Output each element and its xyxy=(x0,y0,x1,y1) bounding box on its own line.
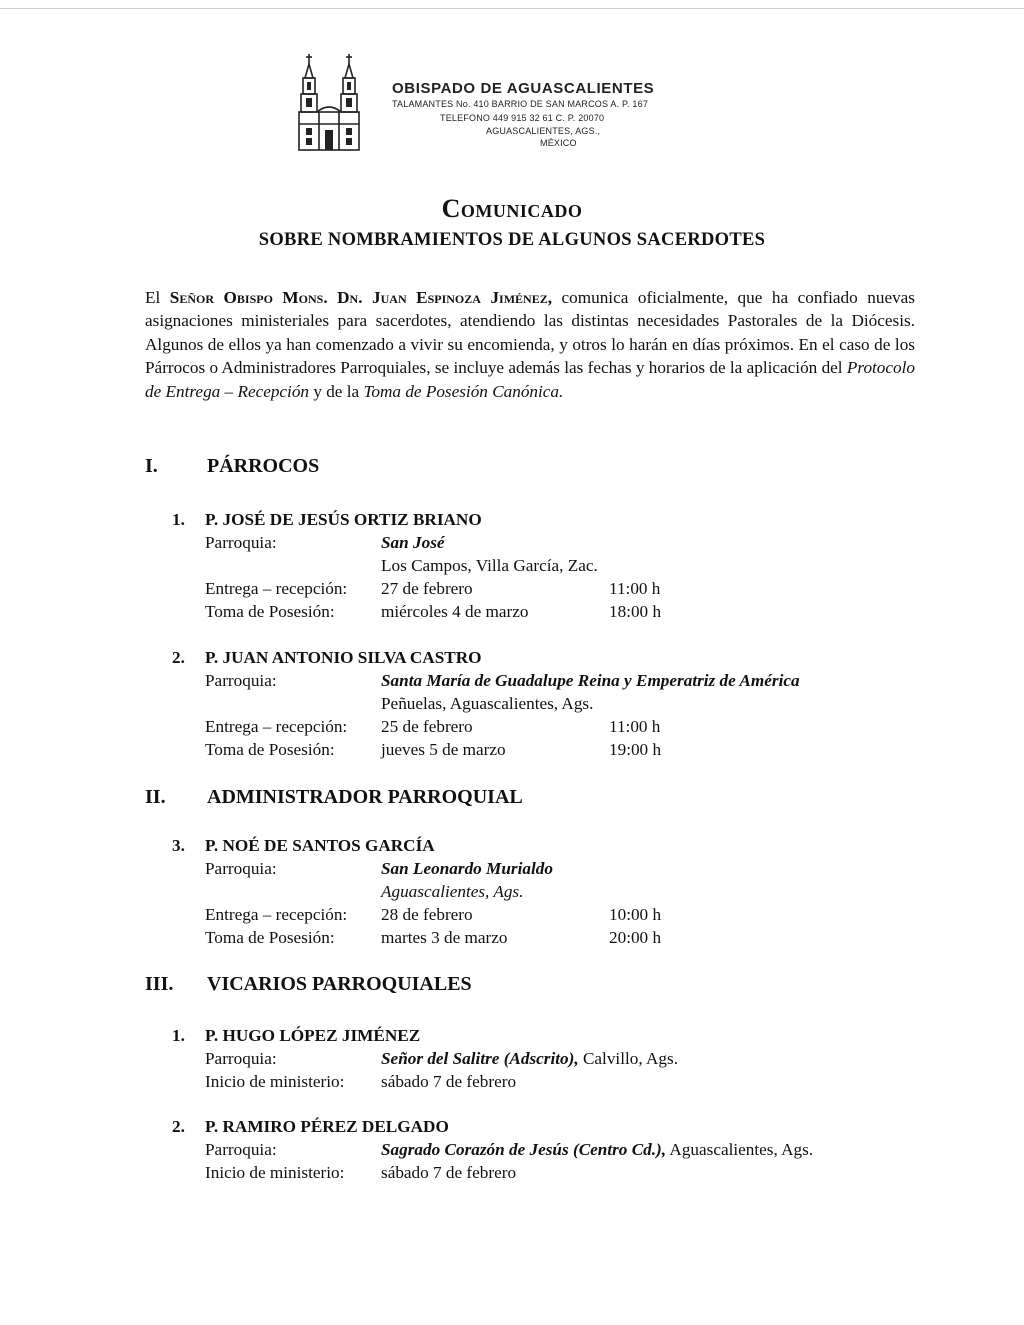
parish-location: Los Campos, Villa García, Zac. xyxy=(381,556,598,575)
entry-number: 1. xyxy=(172,510,185,529)
section-number: II. xyxy=(145,786,166,808)
toma-date: martes 3 de marzo xyxy=(381,928,508,947)
entry-number: 2. xyxy=(172,1117,185,1136)
entrega-label: Entrega – recepción: xyxy=(205,905,348,924)
parish-location: Aguascalientes, Ags. xyxy=(666,1140,814,1159)
parish-name: Sagrado Corazón de Jesús (Centro Cd.), xyxy=(381,1140,667,1159)
toma-posesion-name: Toma de Posesión Canónica. xyxy=(363,381,564,401)
section-administrador xyxy=(145,786,523,809)
letterhead-phone: TELEFONO 449 915 32 61 C. P. 20070 xyxy=(440,113,605,123)
section-number: I. xyxy=(145,455,158,477)
toma-time: 18:00 h xyxy=(609,602,662,621)
priest-name: P. JUAN ANTONIO SILVA CASTRO xyxy=(205,648,482,667)
section-parrocos xyxy=(145,455,319,478)
toma-label: Toma de Posesión: xyxy=(205,602,335,621)
priest-name: P. JOSÉ DE JESÚS ORTIZ BRIANO xyxy=(205,510,482,529)
intro-text-1: El xyxy=(145,288,170,307)
priest-name: P. NOÉ DE SANTOS GARCÍA xyxy=(205,836,435,855)
entrega-time: 10:00 h xyxy=(609,905,662,924)
parroquia-label: Parroquia: xyxy=(205,533,277,552)
parish-name: San José xyxy=(381,533,445,552)
parish-location: Peñuelas, Aguascalientes, Ags. xyxy=(381,694,594,713)
inicio-date: sábado 7 de febrero xyxy=(381,1163,517,1182)
inicio-date: sábado 7 de febrero xyxy=(381,1072,517,1091)
parish-location: Aguascalientes, Ags. xyxy=(381,882,524,901)
entrega-label: Entrega – recepción: xyxy=(205,717,348,736)
entrega-time: 11:00 h xyxy=(609,717,661,736)
intro-paragraph xyxy=(145,286,915,403)
toma-date: jueves 5 de marzo xyxy=(381,740,506,759)
parish-name: San Leonardo Murialdo xyxy=(381,859,553,878)
inicio-label: Inicio de ministerio: xyxy=(205,1072,345,1091)
intro-text-2: comunica oficialmente, que ha confiado nuevas asignaciones ministeriales para sacerdotes, atendiendo las distintas necesidades Pastorales de la Diócesis. Algunos de ellos ya han comenzado a vivir su encomienda, y otros lo harán en días próximos. En el caso de los Párrocos o Administradores Parroquiales, se incluye además las fechas y horarios de la aplicación del xyxy=(145,288,915,378)
entrega-date: 25 de febrero xyxy=(381,717,473,736)
entry-number: 3. xyxy=(172,836,185,855)
parish-name: Señor del Salitre (Adscrito), xyxy=(381,1049,579,1068)
entry-parroco-1 xyxy=(172,508,932,623)
priest-name: P. RAMIRO PÉREZ DELGADO xyxy=(205,1117,449,1136)
protocol-name: Protocolo de Entrega – Recepción xyxy=(145,358,915,401)
letterhead-city: AGUASCALIENTES, AGS., xyxy=(486,126,601,136)
entry-number: 2. xyxy=(172,648,185,667)
scan-top-edge xyxy=(0,8,1024,9)
inicio-label: Inicio de ministerio: xyxy=(205,1163,345,1182)
parroquia-label: Parroquia: xyxy=(205,671,277,690)
cathedral-towers-icon xyxy=(298,52,364,152)
toma-time: 20:00 h xyxy=(609,928,662,947)
toma-date: miércoles 4 de marzo xyxy=(381,602,529,621)
section-number: III. xyxy=(145,973,174,995)
page-subtitle: SOBRE NOMBRAMIENTOS DE ALGUNOS SACERDOTES xyxy=(258,230,766,250)
section-vicarios xyxy=(145,973,472,996)
entry-parroco-2 xyxy=(172,646,932,761)
parish-name: Santa María de Guadalupe Reina y Emperatriz de América xyxy=(381,671,800,690)
toma-label: Toma de Posesión: xyxy=(205,740,335,759)
intro-text-3: y de la xyxy=(309,381,364,401)
entrega-label: Entrega – recepción: xyxy=(205,579,348,598)
entry-vicario-1 xyxy=(172,1024,932,1093)
parroquia-label: Parroquia: xyxy=(205,1049,277,1068)
entrega-date: 28 de febrero xyxy=(381,905,473,924)
priest-name: P. HUGO LÓPEZ JIMÉNEZ xyxy=(205,1026,421,1045)
section-title: ADMINISTRADOR PARROQUIAL xyxy=(207,786,523,808)
letterhead-country: MÉXICO xyxy=(540,138,577,148)
entry-number: 1. xyxy=(172,1026,185,1045)
parroquia-label: Parroquia: xyxy=(205,859,277,878)
toma-label: Toma de Posesión: xyxy=(205,928,335,947)
parroquia-label: Parroquia: xyxy=(205,1140,277,1159)
entrega-time: 11:00 h xyxy=(609,579,661,598)
page-title: Comunicado xyxy=(441,194,583,223)
entry-vicario-2 xyxy=(172,1115,932,1184)
parish-location: Calvillo, Ags. xyxy=(578,1049,678,1068)
section-title: PÁRROCOS xyxy=(207,455,320,477)
section-title: VICARIOS PARROQUIALES xyxy=(207,973,472,995)
entrega-date: 27 de febrero xyxy=(381,579,473,598)
entry-administrador xyxy=(172,834,932,949)
toma-time: 19:00 h xyxy=(609,740,662,759)
bishop-name: Señor Obispo Mons. Dn. Juan Espinoza Jiménez, xyxy=(169,288,553,307)
letterhead-name: OBISPADO DE AGUASCALIENTES xyxy=(392,80,655,97)
letterhead-address: TALAMANTES No. 410 BARRIO DE SAN MARCOS A. P. 167 xyxy=(392,99,649,109)
